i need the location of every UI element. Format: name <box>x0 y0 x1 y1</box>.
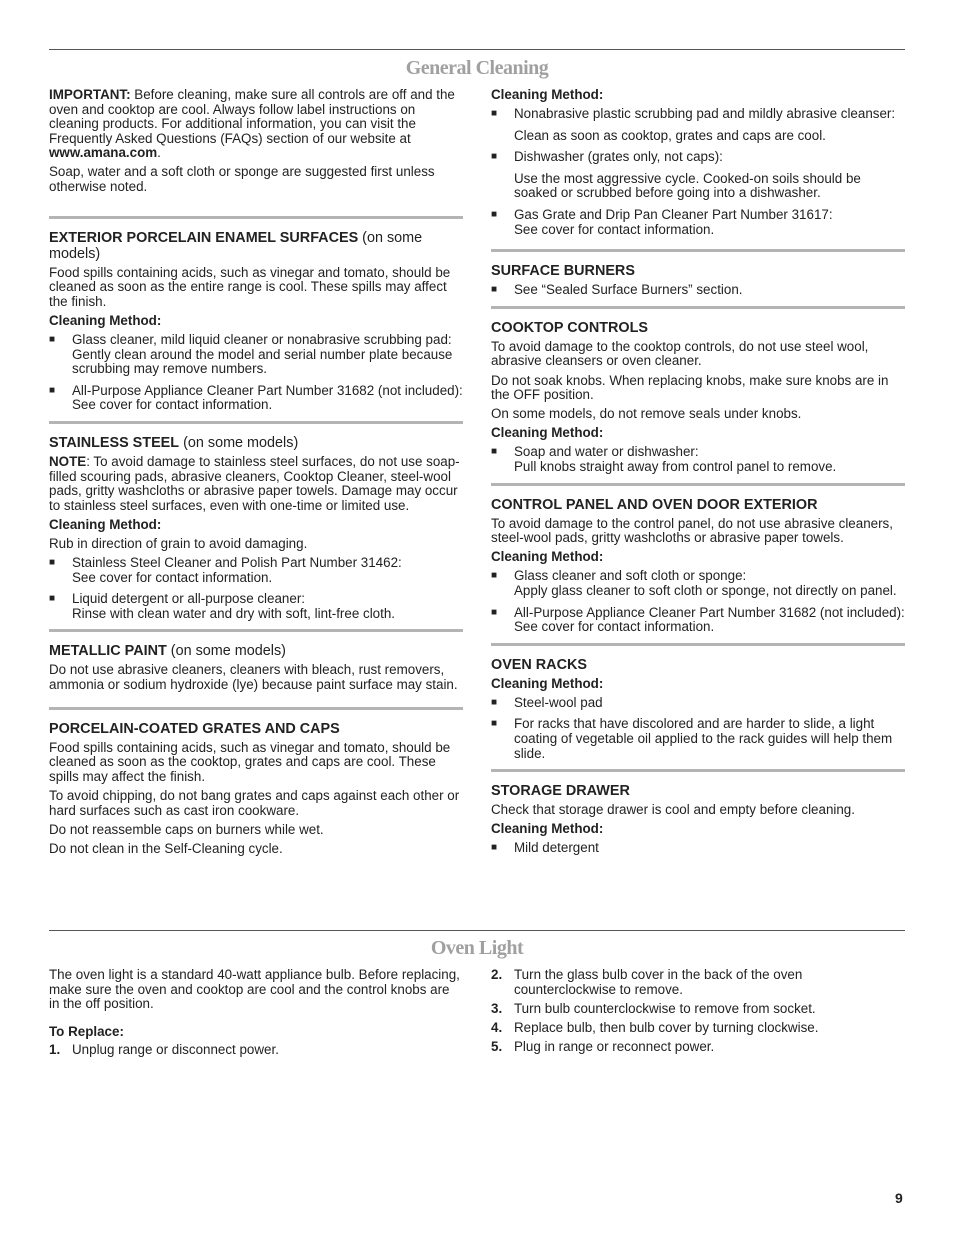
oven-racks-section <box>491 643 905 761</box>
surface-burners-section <box>491 249 905 298</box>
list-item: ■ Soap and water or dishwasher: Pull knobs straight away from control panel to remove. <box>491 445 905 474</box>
cleaning-method-label: Cleaning Method: <box>49 516 162 532</box>
step-item: 4. Replace bulb, then bulb cover by turning clockwise. <box>491 1019 819 1035</box>
grates-caps-p1: Food spills containing acids, such as vinegar and tomato, should be cleaned as soon as the cooktop, grates and caps are cool. These spills may affect the finish. <box>49 739 451 784</box>
list-item: ■ All-Purpose Appliance Cleaner Part Number 31682 (not included): See cover for contact information. <box>49 384 463 413</box>
step-item: 1. Unplug range or disconnect power. <box>49 1042 279 1058</box>
metallic-paint-text: Do not use abrasive cleaners, cleaners with bleach, rust removers, ammonia or sodium hydroxide (lye) because paint surface may stain. <box>49 662 458 693</box>
oven-light-intro: The oven light is a standard 40-watt appliance bulb. Before replacing, make sure the oven and cooktop are cool and the control knobs are in the off position. <box>49 967 460 1012</box>
storage-drawer-p1: Check that storage drawer is cool and empty before cleaning. <box>491 802 855 818</box>
cooktop-controls-heading: COOKTOP CONTROLS <box>491 319 648 336</box>
cleaning-method-label: Cleaning Method: <box>491 87 604 102</box>
grates-caps-p4: Do not clean in the Self-Cleaning cycle. <box>49 840 283 856</box>
grates-caps-p3: Do not reassemble caps on burners while wet. <box>49 821 324 837</box>
step-item: 2. Turn the glass bulb cover in the back of the oven counterclockwise to remove. <box>491 967 803 997</box>
oven-light-divider <box>49 930 905 931</box>
list-item: ■ Stainless Steel Cleaner and Polish Part Number 31462: See cover for contact information. <box>49 556 463 585</box>
metallic-paint-section <box>49 629 463 692</box>
list-item: ■ Dishwasher (grates only, not caps): Use the most aggressive cycle. Cooked-on soils should be soaked or scrubbed before going into a dishwasher. <box>491 150 905 201</box>
cleaning-method-label: Cleaning Method: <box>491 675 604 691</box>
website-link[interactable]: www.amana.com <box>49 145 158 161</box>
control-panel-heading: CONTROL PANEL AND OVEN DOOR EXTERIOR <box>491 496 818 513</box>
cooktop-controls-p3: On some models, do not remove seals under knobs. <box>491 406 802 422</box>
stainless-steel-heading: STAINLESS STEEL (on some models) <box>49 435 299 451</box>
cleaning-method-label: Cleaning Method: <box>491 821 604 837</box>
general-cleaning-title: General Cleaning <box>405 57 549 79</box>
metallic-paint-heading: METALLIC PAINT (on some models) <box>49 643 286 660</box>
list-item: ■ Steel-wool pad <box>491 696 905 711</box>
grates-caps-section <box>49 707 463 857</box>
cleaning-method-label: Cleaning Method: <box>491 549 604 565</box>
exterior-porcelain-section <box>49 216 463 413</box>
stainless-note: NOTE: To avoid damage to stainless steel surfaces, do not use soap-filled scouring pads, abrasive cleaners, Cooktop Cleaner, steel-wool pads, gritty washcloths or abrasive paper towels. Damage may occur to stainless steel surfaces, even with one-time or limited use. <box>49 454 460 513</box>
to-replace-label: To Replace: <box>49 1023 124 1039</box>
soap-water-note: Soap, water and a soft cloth or sponge are suggested first unless otherwise noted. <box>49 164 435 195</box>
step-item: 3. Turn bulb counterclockwise to remove from socket. <box>491 1000 816 1016</box>
cooktop-controls-p2: Do not soak knobs. When replacing knobs, make sure knobs are in the OFF position. <box>491 372 889 403</box>
list-item: ■ Liquid detergent or all-purpose cleaner: Rinse with clean water and dry with soft, lint-free cloth. <box>49 592 463 621</box>
list-item: ■ Mild detergent <box>491 841 905 856</box>
top-divider <box>49 49 905 50</box>
surface-burners-heading: SURFACE BURNERS <box>491 263 635 280</box>
oven-racks-heading: OVEN RACKS <box>491 656 587 673</box>
list-item: ■ For racks that have discolored and are harder to slide, a light coating of vegetable oil applied to the rack guides will help them slide. <box>491 717 905 761</box>
storage-drawer-heading: STORAGE DRAWER <box>491 783 630 800</box>
list-item: ■ All-Purpose Appliance Cleaner Part Number 31682 (not included): See cover for contact information. <box>491 606 905 635</box>
control-panel-p1: To avoid damage to the control panel, do not use abrasive cleaners, steel-wool pads, gritty washcloths or abrasive paper towels. <box>491 515 893 546</box>
list-item: ■ Gas Grate and Drip Pan Cleaner Part Number 31617: See cover for contact information. <box>491 208 905 237</box>
cleaning-method-label: Cleaning Method: <box>49 312 162 328</box>
left-column <box>49 88 463 861</box>
right-column <box>491 88 905 863</box>
important-intro: IMPORTANT: Before cleaning, make sure all controls are off and the oven and cooktop are cool. Always follow label instructions on cleaning products. For additional information, you can visit the Frequently Asked Questions (FAQs) section of our website at www.amana.com. <box>49 87 455 161</box>
control-panel-section <box>491 483 905 635</box>
list-item: ■ Glass cleaner, mild liquid cleaner or nonabrasive scrubbing pad: Gently clean around the model and serial number plate because scrubbing may remove numbers. <box>49 333 463 377</box>
list-item: ■ Nonabrasive plastic scrubbing pad and mildly abrasive cleanser: Clean as soon as cooktop, grates and caps are cool. <box>491 107 905 143</box>
oven-light-right <box>491 968 905 1059</box>
rub-direction-text: Rub in direction of grain to avoid damaging. <box>49 535 308 551</box>
page-number: 9 <box>895 1190 903 1206</box>
storage-drawer-section <box>491 769 905 856</box>
exterior-porcelain-text: Food spills containing acids, such as vinegar and tomato, should be cleaned as soon as the entire range is cool. These spills may affect the finish. <box>49 264 451 309</box>
list-item: ■ See “Sealed Surface Burners” section. <box>491 283 905 298</box>
grates-caps-p2: To avoid chipping, do not bang grates and caps against each other or hard surfaces such as cast iron cookware. <box>49 787 460 818</box>
stainless-steel-section <box>49 421 463 621</box>
list-item: ■ Glass cleaner and soft cloth or sponge: Apply glass cleaner to soft cloth or sponge, not directly on panel. <box>491 569 905 598</box>
important-label: IMPORTANT: <box>49 87 131 102</box>
oven-light-left <box>49 968 463 1062</box>
step-item: 5. Plug in range or reconnect power. <box>491 1038 715 1054</box>
cleaning-method-label: Cleaning Method: <box>491 425 604 441</box>
grates-caps-heading: PORCELAIN-COATED GRATES AND CAPS <box>49 720 340 737</box>
oven-light-title: Oven Light <box>430 937 524 959</box>
cooktop-controls-p1: To avoid damage to the cooktop controls, do not use steel wool, abrasive cleansers or oven cleaner. <box>491 338 869 369</box>
cooktop-controls-section <box>491 306 905 475</box>
exterior-porcelain-heading: EXTERIOR PORCELAIN ENAMEL SURFACES (on some models) <box>49 229 423 262</box>
